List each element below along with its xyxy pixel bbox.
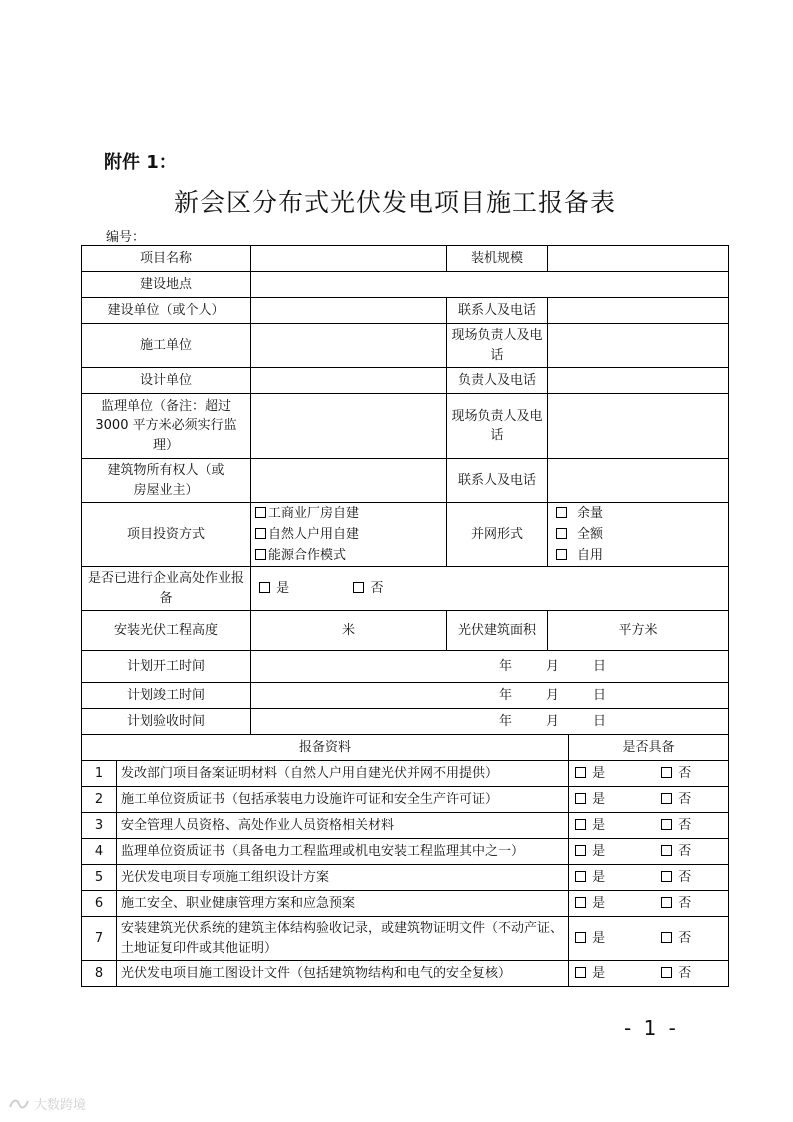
label-owner-contact: 联系人及电话 — [447, 459, 548, 503]
input-supervisor-contact[interactable] — [548, 394, 729, 459]
investment-option-label: 工商业厂房自建 — [268, 506, 360, 521]
document-yes-option[interactable] — [575, 816, 605, 836]
height-reported-no[interactable] — [353, 579, 383, 599]
label-designer-contact: 负责人及电话 — [447, 368, 548, 394]
no-label: 否 — [678, 843, 692, 859]
row-location — [82, 272, 729, 298]
checkbox-icon[interactable] — [255, 549, 266, 560]
document-row — [82, 865, 729, 891]
month-label: 月 — [545, 687, 559, 703]
checkbox-icon[interactable] — [556, 528, 567, 539]
checkbox-icon[interactable] — [255, 507, 266, 518]
document-description: 监理单位资质证书（具备电力工程监理或机电安装工程监理其中之一） — [117, 839, 569, 865]
input-owner-contact[interactable] — [548, 459, 729, 503]
label-project-name: 项目名称 — [82, 246, 251, 272]
input-contractor[interactable] — [251, 324, 447, 368]
document-row — [82, 813, 729, 839]
day-label: 日 — [593, 687, 607, 703]
document-row — [82, 839, 729, 865]
checkbox-icon[interactable] — [575, 845, 586, 856]
yes-label: 是 — [592, 843, 606, 859]
input-capacity[interactable] — [548, 246, 729, 272]
document-row — [82, 891, 729, 917]
serial-number-label: 编号： — [106, 230, 146, 245]
document-availability — [569, 865, 729, 891]
form-title: 新会区分布式光伏发电项目施工报备表 — [173, 188, 616, 217]
row-contractor — [82, 324, 729, 368]
label-owner: 建筑物所有权人（或房屋业主） — [82, 459, 251, 503]
day-label: 日 — [593, 658, 607, 674]
label-completion-time: 计划竣工时间 — [82, 683, 251, 709]
document-no-option[interactable] — [661, 868, 691, 888]
document-description: 光伏发电项目施工图设计文件（包括建筑物结构和电气的安全复核） — [117, 961, 569, 987]
watermark-text: 大数跨境 — [34, 1098, 87, 1113]
checkbox-icon[interactable] — [575, 793, 586, 804]
document-availability — [569, 787, 729, 813]
label-height-reported: 是否已进行企业高处作业报备 — [82, 567, 251, 611]
docs-status-header: 是否具备 — [569, 735, 729, 761]
grid-option-label: 余量 — [577, 506, 604, 521]
input-supervisor[interactable] — [251, 394, 447, 459]
checkbox-icon[interactable] — [575, 819, 586, 830]
label-designer: 设计单位 — [82, 368, 251, 394]
checkbox-icon[interactable] — [661, 967, 672, 978]
label-builder: 建设单位（或个人） — [82, 298, 251, 324]
label-builder-contact: 联系人及电话 — [447, 298, 548, 324]
attachment-label: 附件 1： — [104, 152, 177, 173]
checkbox-icon[interactable] — [661, 819, 672, 830]
document-row — [82, 917, 729, 961]
completion-time-date[interactable] — [251, 683, 729, 709]
checkbox-icon[interactable] — [575, 897, 586, 908]
yes-label: 是 — [592, 869, 606, 885]
checkbox-icon[interactable] — [661, 932, 672, 943]
no-label: 否 — [678, 791, 692, 807]
row-completion-time — [82, 683, 729, 709]
month-label: 月 — [545, 713, 559, 729]
row-builder — [82, 298, 729, 324]
document-availability — [569, 961, 729, 987]
checkbox-icon[interactable] — [575, 932, 586, 943]
input-project-name[interactable] — [251, 246, 447, 272]
row-supervisor — [82, 394, 729, 459]
document-no-option[interactable] — [661, 816, 691, 836]
label-supervisor-contact: 现场负责人及电话 — [447, 394, 548, 459]
investment-option-label: 自然人户用自建 — [268, 527, 360, 542]
no-label: 否 — [678, 930, 692, 946]
label-start-time: 计划开工时间 — [82, 651, 251, 683]
checkbox-icon[interactable] — [575, 871, 586, 882]
label-install-height: 安装光伏工程高度 — [82, 611, 251, 651]
input-location[interactable] — [251, 272, 729, 298]
yes-label: 是 — [592, 765, 606, 781]
document-number: 5 — [82, 865, 117, 891]
input-designer-contact[interactable] — [548, 368, 729, 394]
label-site-manager: 现场负责人及电话 — [447, 324, 548, 368]
start-time-date[interactable] — [251, 651, 729, 683]
label-location: 建设地点 — [82, 272, 251, 298]
checkbox-icon[interactable] — [556, 549, 567, 560]
no-label: 否 — [678, 817, 692, 833]
row-docs-header — [82, 735, 729, 761]
checkbox-icon[interactable] — [575, 967, 586, 978]
year-label: 年 — [498, 658, 512, 674]
filing-form-table — [81, 245, 729, 987]
input-builder[interactable] — [251, 298, 447, 324]
investment-option-label: 能源合作模式 — [268, 548, 347, 563]
area-unit[interactable]: 平方米 — [548, 611, 729, 651]
yes-label: 是 — [276, 580, 290, 596]
document-description: 安装建筑光伏系统的建筑主体结构验收记录，或建筑物证明文件（不动产证、土地证复印件或其他证明） — [117, 917, 569, 961]
investment-option-3[interactable] — [255, 545, 442, 566]
input-owner[interactable] — [251, 459, 447, 503]
document-no-option[interactable] — [661, 764, 691, 784]
no-label: 否 — [678, 965, 692, 981]
no-label: 否 — [678, 895, 692, 911]
acceptance-time-date[interactable] — [251, 709, 729, 735]
document-yes-option[interactable] — [575, 764, 605, 784]
page-number: - 1 - — [624, 1016, 679, 1040]
label-acceptance-time: 计划验收时间 — [82, 709, 251, 735]
document-row — [82, 761, 729, 787]
grid-option-3[interactable] — [552, 545, 724, 566]
document-no-option[interactable] — [661, 842, 691, 862]
year-label: 年 — [498, 687, 512, 703]
document-number: 3 — [82, 813, 117, 839]
document-yes-option[interactable] — [575, 842, 605, 862]
watermark-logo-icon — [8, 1097, 30, 1111]
document-yes-option[interactable] — [575, 894, 605, 914]
document-description: 发改部门项目备案证明材料（自然人户用自建光伏并网不用提供） — [117, 761, 569, 787]
grid-option-2[interactable] — [552, 524, 724, 545]
no-label: 否 — [370, 580, 384, 596]
docs-header: 报备资料 — [82, 735, 569, 761]
yes-label: 是 — [592, 930, 606, 946]
document-number: 6 — [82, 891, 117, 917]
row-install-height — [82, 611, 729, 651]
yes-label: 是 — [592, 895, 606, 911]
grid-option-label: 全额 — [577, 527, 604, 542]
input-site-manager[interactable] — [548, 324, 729, 368]
checkbox-icon[interactable] — [575, 767, 586, 778]
document-row — [82, 961, 729, 987]
input-builder-contact[interactable] — [548, 298, 729, 324]
document-description: 施工安全、职业健康管理方案和应急预案 — [117, 891, 569, 917]
label-contractor: 施工单位 — [82, 324, 251, 368]
document-number: 7 — [82, 917, 117, 961]
grid-option-label: 自用 — [577, 548, 604, 563]
document-yes-option[interactable] — [575, 929, 605, 949]
no-label: 否 — [678, 869, 692, 885]
checkbox-icon[interactable] — [661, 767, 672, 778]
document-description: 施工单位资质证书（包括承装电力设施许可证和安全生产许可证） — [117, 787, 569, 813]
label-area: 光伏建筑面积 — [447, 611, 548, 651]
row-acceptance-time — [82, 709, 729, 735]
checkbox-icon[interactable] — [556, 507, 567, 518]
label-grid-mode: 并网形式 — [447, 503, 548, 567]
document-number: 8 — [82, 961, 117, 987]
label-capacity: 装机规模 — [447, 246, 548, 272]
document-description: 光伏发电项目专项施工组织设计方案 — [117, 865, 569, 891]
row-start-time — [82, 651, 729, 683]
year-label: 年 — [498, 713, 512, 729]
yes-label: 是 — [592, 817, 606, 833]
document-availability — [569, 917, 729, 961]
investment-options — [251, 503, 447, 567]
checkbox-icon[interactable] — [661, 845, 672, 856]
grid-option-1[interactable] — [552, 503, 724, 524]
label-investment-mode: 项目投资方式 — [82, 503, 251, 567]
day-label: 日 — [593, 713, 607, 729]
document-availability — [569, 839, 729, 865]
investment-option-1[interactable] — [255, 503, 442, 524]
label-supervisor: 监理单位（备注：超过3000 平方米必须实行监理） — [82, 394, 251, 459]
grid-options — [548, 503, 729, 567]
document-no-option[interactable] — [661, 894, 691, 914]
document-number: 1 — [82, 761, 117, 787]
document-number: 2 — [82, 787, 117, 813]
document-yes-option[interactable] — [575, 964, 605, 984]
document-list — [82, 761, 729, 987]
height-reported-yes[interactable] — [259, 579, 289, 599]
document-yes-option[interactable] — [575, 868, 605, 888]
height-reported-options — [251, 567, 729, 611]
yes-label: 是 — [592, 791, 606, 807]
document-availability — [569, 891, 729, 917]
row-designer — [82, 368, 729, 394]
checkbox-icon[interactable] — [259, 582, 270, 593]
row-height-reported — [82, 567, 729, 611]
document-description: 安全管理人员资格、高处作业人员资格相关材料 — [117, 813, 569, 839]
document-row — [82, 787, 729, 813]
document-no-option[interactable] — [661, 929, 691, 949]
document-availability — [569, 813, 729, 839]
checkbox-icon[interactable] — [255, 528, 266, 539]
row-investment — [82, 503, 729, 567]
checkbox-icon[interactable] — [661, 793, 672, 804]
install-height-unit[interactable]: 米 — [251, 611, 447, 651]
document-yes-option[interactable] — [575, 790, 605, 810]
document-no-option[interactable] — [661, 964, 691, 984]
checkbox-icon[interactable] — [661, 897, 672, 908]
yes-label: 是 — [592, 965, 606, 981]
input-designer[interactable] — [251, 368, 447, 394]
row-project-name — [82, 246, 729, 272]
no-label: 否 — [678, 765, 692, 781]
watermark — [8, 1094, 86, 1113]
document-no-option[interactable] — [661, 790, 691, 810]
checkbox-icon[interactable] — [353, 582, 364, 593]
document-availability — [569, 761, 729, 787]
document-number: 4 — [82, 839, 117, 865]
checkbox-icon[interactable] — [661, 871, 672, 882]
investment-option-2[interactable] — [255, 524, 442, 545]
row-owner — [82, 459, 729, 503]
month-label: 月 — [545, 658, 559, 674]
